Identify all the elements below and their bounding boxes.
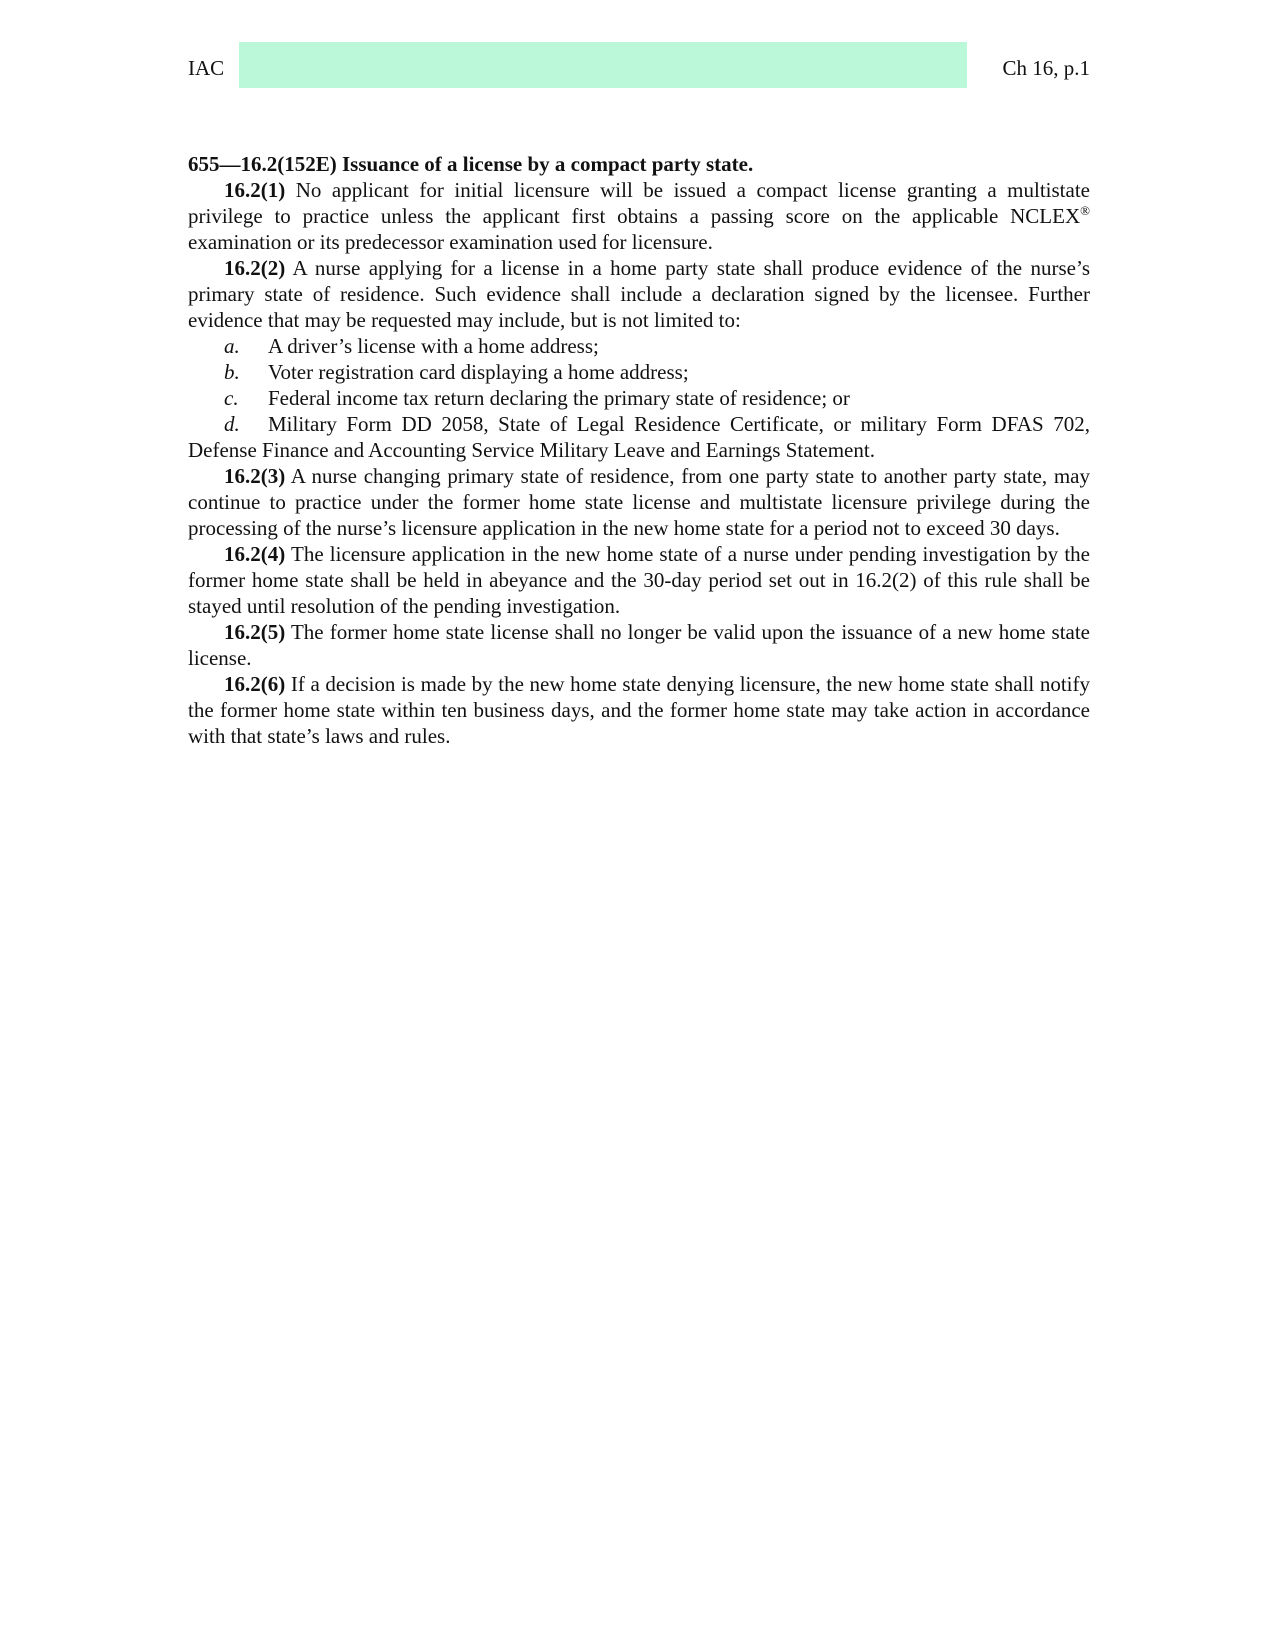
subrule-text-continued: examination or its predecessor examination used for licensure. bbox=[188, 230, 713, 254]
registered-mark: ® bbox=[1080, 203, 1090, 218]
list-item-letter: a. bbox=[224, 334, 240, 358]
subrule-5 bbox=[188, 619, 1090, 671]
subrule-1 bbox=[188, 177, 1090, 255]
list-item-letter: d. bbox=[224, 412, 240, 436]
header-left-label: IAC bbox=[188, 56, 225, 80]
rule-title: 655—16.2(152E) Issuance of a license by a compact party state. bbox=[188, 152, 754, 176]
subrule-number: 16.2(2) bbox=[224, 256, 286, 280]
subrule-2 bbox=[188, 255, 1090, 333]
subrule-text: The licensure application in the new home state of a nurse under pending investigation by the former home state shall be held in abeyance and the 30-day period set out in 16.2(2) of this rule shall be stayed until resolution of the pending investigation. bbox=[188, 542, 1090, 618]
list-item-letter: c. bbox=[224, 386, 239, 410]
subrule-6 bbox=[188, 671, 1090, 749]
list-item bbox=[188, 333, 1090, 359]
subrule-text: A nurse applying for a license in a home party state shall produce evidence of the nurse’s primary state of residence. Such evidence shall include a declaration signed by the licensee. Further evidence that may be requested may include, but is not limited to: bbox=[188, 256, 1090, 332]
subrule-number: 16.2(3) bbox=[224, 464, 286, 488]
list-item bbox=[188, 411, 1090, 463]
list-item bbox=[188, 359, 1090, 385]
list-item bbox=[188, 385, 1090, 411]
subrule-text: The former home state license shall no longer be valid upon the issuance of a new home state license. bbox=[188, 620, 1090, 670]
subrule-number: 16.2(6) bbox=[224, 672, 286, 696]
list-item-letter: b. bbox=[224, 360, 240, 384]
list-item-text: Military Form DD 2058, State of Legal Residence Certificate, or military Form DFAS 702, Defense Finance and Accounting Service Military Leave and Earnings Statement. bbox=[188, 412, 1090, 462]
page-header bbox=[188, 42, 1090, 88]
subrule-text: A nurse changing primary state of residence, from one party state to another party state, may continue to practice under the former home state license and multistate licensure privilege during the processing of the nurse’s licensure application in the new home state for a period not to exceed 30 days. bbox=[188, 464, 1090, 540]
subrule-number: 16.2(4) bbox=[224, 542, 286, 566]
subrule-number: 16.2(5) bbox=[224, 620, 286, 644]
document-body bbox=[188, 151, 1090, 749]
subrule-4 bbox=[188, 541, 1090, 619]
subrule-text: If a decision is made by the new home state denying licensure, the new home state shall notify the former home state within ten business days, and the former home state may take action in accordance with that state’s laws and rules. bbox=[188, 672, 1090, 748]
subrule-3 bbox=[188, 463, 1090, 541]
list-item-text: A driver’s license with a home address; bbox=[268, 334, 599, 358]
list-item-text: Federal income tax return declaring the primary state of residence; or bbox=[268, 386, 850, 410]
list-item-text: Voter registration card displaying a home address; bbox=[268, 360, 689, 384]
header-page-reference: Ch 16, p.1 bbox=[1002, 56, 1090, 80]
subrule-number: 16.2(1) bbox=[224, 178, 286, 202]
header-highlight-band bbox=[239, 42, 967, 88]
subrule-text: No applicant for initial licensure will be issued a compact license granting a multistate privilege to practice unless the applicant first obtains a passing score on the applicable NCLEX bbox=[188, 178, 1090, 228]
